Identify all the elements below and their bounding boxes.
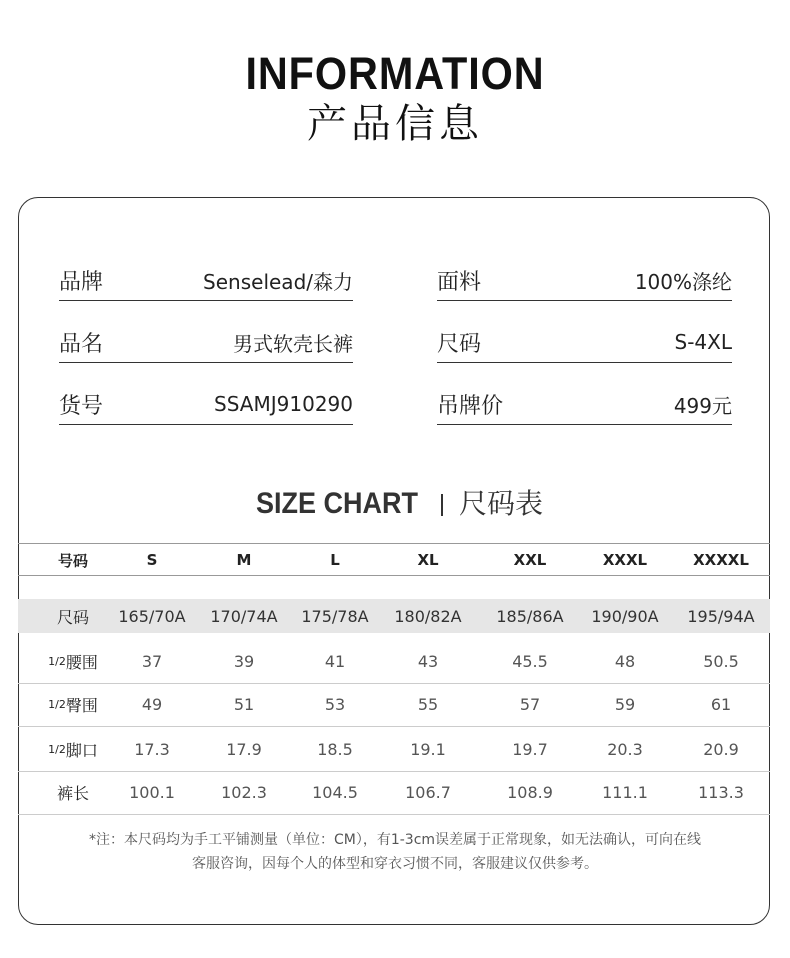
row-label bbox=[28, 686, 118, 722]
column-header: XL bbox=[417, 551, 439, 569]
table-cell: 48 bbox=[614, 651, 636, 671]
row-label-text: 尺码 bbox=[56, 607, 89, 627]
info-row-price bbox=[437, 384, 732, 425]
table-cell: 190/90A bbox=[591, 606, 659, 626]
table-cell: 195/94A bbox=[687, 606, 755, 626]
info-row-brand bbox=[59, 260, 353, 301]
column-header: XXXXL bbox=[693, 551, 749, 569]
column-header: XXXL bbox=[602, 551, 648, 569]
table-cell: 113.3 bbox=[698, 782, 744, 802]
table-cell: 50.5 bbox=[703, 651, 739, 671]
table-cell: 55 bbox=[417, 694, 439, 714]
table-cell: 17.9 bbox=[226, 739, 262, 759]
table-cell: 19.1 bbox=[410, 739, 446, 759]
title-divider bbox=[441, 494, 443, 516]
table-cell: 41 bbox=[324, 651, 346, 671]
table-row bbox=[18, 774, 770, 810]
size-chart-title-cn: 尺码表 bbox=[458, 487, 543, 520]
table-cell: 53 bbox=[324, 694, 346, 714]
info-key: 品名 bbox=[59, 331, 104, 357]
table-cell: 20.3 bbox=[607, 739, 643, 759]
info-row-sku bbox=[59, 384, 353, 425]
row-label bbox=[28, 730, 118, 768]
info-row-fabric bbox=[437, 260, 732, 301]
info-value: SSAMJ910290 bbox=[214, 392, 353, 416]
table-cell: 102.3 bbox=[221, 782, 267, 802]
row-label-text: 脚口 bbox=[65, 740, 98, 760]
table-cell: 17.3 bbox=[134, 739, 170, 759]
row-label-prefix: 1/2 bbox=[48, 697, 66, 711]
column-header: L bbox=[330, 551, 340, 569]
table-cell: 175/78A bbox=[301, 606, 369, 626]
table-header-row bbox=[18, 543, 770, 577]
table-cell: 61 bbox=[710, 694, 732, 714]
table-row bbox=[18, 643, 770, 679]
row-label-prefix: 1/2 bbox=[48, 742, 66, 756]
note-line-2: 客服咨询，因每个人的体型和穿衣习惯不同，客服建议仅供参考。 bbox=[192, 856, 598, 872]
table-cell: 185/86A bbox=[496, 606, 564, 626]
info-key: 货号 bbox=[59, 393, 104, 419]
table-cell: 59 bbox=[614, 694, 636, 714]
table-cell: 18.5 bbox=[317, 739, 353, 759]
row-label-text: 臀围 bbox=[65, 695, 98, 715]
info-value: 男式软壳长裤 bbox=[233, 331, 353, 356]
note-line-1: *注：本尺码均为手工平铺测量（单位：CM），有1-3cm误差属于正常现象，如无法确认，可向在线 bbox=[88, 832, 702, 848]
column-header: 号码 bbox=[57, 551, 88, 570]
table-cell: 108.9 bbox=[507, 782, 553, 802]
measurement-note bbox=[0, 828, 790, 876]
size-chart-title bbox=[0, 484, 790, 524]
table-cell: 100.1 bbox=[129, 782, 175, 802]
info-key: 品牌 bbox=[59, 269, 104, 295]
table-cell: 104.5 bbox=[312, 782, 358, 802]
info-key: 面料 bbox=[437, 269, 482, 295]
table-row bbox=[18, 599, 770, 633]
row-label bbox=[28, 643, 118, 679]
row-label-text: 腰围 bbox=[65, 652, 98, 672]
table-cell: 43 bbox=[417, 651, 439, 671]
table-rule bbox=[18, 683, 770, 684]
table-cell: 57 bbox=[519, 694, 541, 714]
table-cell: 165/70A bbox=[118, 606, 186, 626]
title-en: INFORMATION bbox=[245, 48, 545, 99]
column-header: XXL bbox=[513, 551, 547, 569]
row-label bbox=[28, 599, 118, 633]
table-rule bbox=[18, 771, 770, 772]
table-rule bbox=[18, 814, 770, 815]
table-cell: 111.1 bbox=[602, 782, 648, 802]
table-cell: 45.5 bbox=[512, 651, 548, 671]
info-row-size bbox=[437, 322, 732, 363]
info-value: Senselead/森力 bbox=[203, 269, 353, 294]
table-cell: 19.7 bbox=[512, 739, 548, 759]
info-row-name bbox=[59, 322, 353, 363]
title-cn: 产品信息 bbox=[307, 101, 483, 147]
column-header: M bbox=[236, 551, 252, 569]
table-cell: 20.9 bbox=[703, 739, 739, 759]
table-cell: 180/82A bbox=[394, 606, 462, 626]
info-value: 499元 bbox=[673, 393, 732, 418]
table-cell: 39 bbox=[233, 651, 255, 671]
table-row bbox=[18, 730, 770, 768]
table-cell: 170/74A bbox=[210, 606, 278, 626]
table-cell: 37 bbox=[141, 651, 163, 671]
row-label-prefix: 1/2 bbox=[48, 654, 66, 668]
row-label-text: 裤长 bbox=[56, 783, 89, 803]
table-cell: 106.7 bbox=[405, 782, 451, 802]
size-chart-title-en: SIZE CHART bbox=[255, 487, 418, 520]
info-key: 尺码 bbox=[437, 331, 482, 357]
row-label bbox=[28, 774, 118, 810]
table-row bbox=[18, 686, 770, 722]
table-cell: 49 bbox=[141, 694, 163, 714]
table-rule bbox=[18, 726, 770, 727]
info-key: 吊牌价 bbox=[437, 393, 504, 419]
table-cell: 51 bbox=[233, 694, 255, 714]
info-value: S-4XL bbox=[674, 330, 732, 354]
column-header: S bbox=[146, 551, 158, 569]
info-value: 100%涤纶 bbox=[634, 269, 732, 294]
